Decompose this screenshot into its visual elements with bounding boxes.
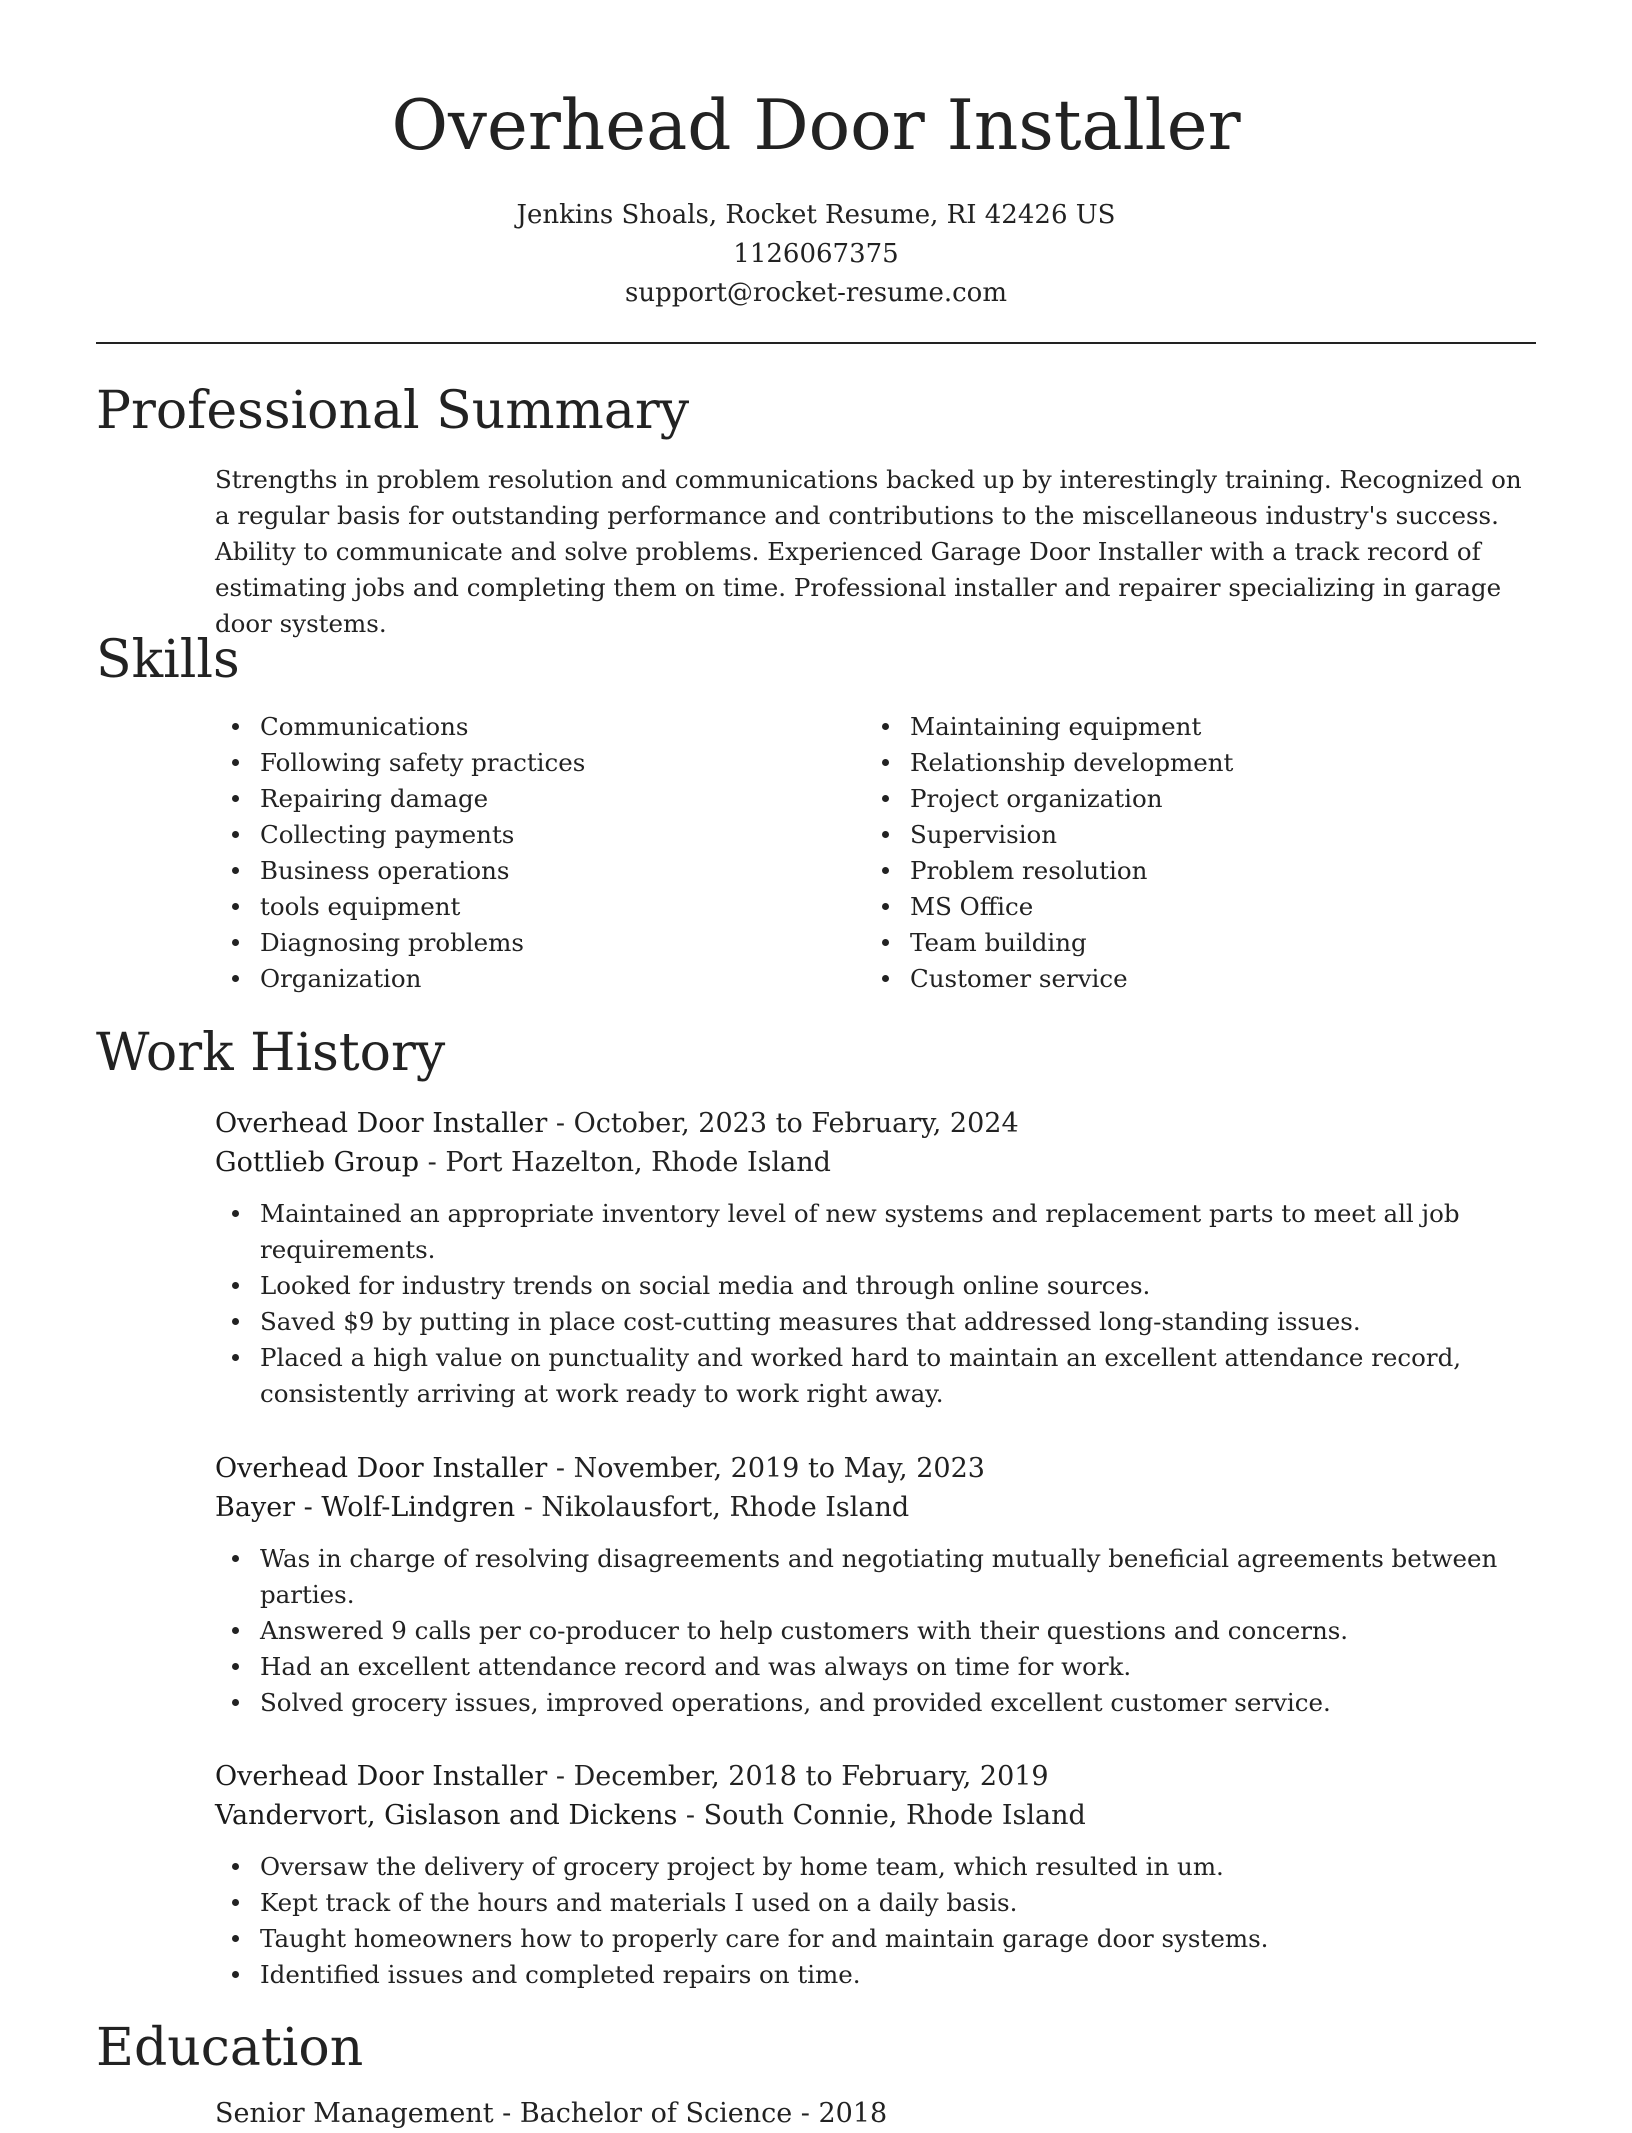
address: Jenkins Shoals, Rocket Resume, RI 42426 US: [516, 200, 1116, 230]
job-bullet: Taught homeowners how to properly care for and maintain garage door systems.: [215, 1921, 1525, 1957]
job-bullet: Was in charge of resolving disagreements and negotiating mutually beneficial agreements between parties.: [215, 1541, 1525, 1613]
skill-item: Supervision: [865, 817, 1515, 853]
job-bullets: [215, 1196, 1525, 1412]
job-bullet: Solved grocery issues, improved operations, and provided excellent customer service.: [215, 1685, 1525, 1721]
skill-item: Business operations: [215, 853, 865, 889]
job-company-line: [215, 1488, 1525, 1527]
contact-block: [96, 196, 1536, 313]
skills-column-left: [215, 709, 865, 997]
job-entry: [215, 1449, 1525, 1721]
job-bullet: Oversaw the delivery of grocery project by home team, which resulted in um.: [215, 1849, 1525, 1885]
job-bullets: [215, 1849, 1525, 1993]
skill-item: MS Office: [865, 889, 1515, 925]
skill-item: Team building: [865, 925, 1515, 961]
job-dates: - November, 2019 to May, 2023: [547, 1453, 985, 1484]
skill-item: Project organization: [865, 781, 1515, 817]
summary-text: Strengths in problem resolution and communications backed up by interestingly training. Recognized on a regular basis for outstanding performance and contributions to the miscellaneous industry's success. Ability to communicate and solve problems. Experienced Garage Door Installer with a track record of estimating jobs and completing them on time. Professional installer and repairer specializing in garage door systems.: [215, 465, 1522, 638]
job-bullet: Maintained an appropriate inventory level of new systems and replacement parts to meet all job requirements.: [215, 1196, 1525, 1268]
job-company: Bayer - Wolf-Lindgren: [215, 1492, 516, 1523]
job-bullet: Answered 9 calls per co-producer to help customers with their questions and concerns.: [215, 1613, 1525, 1649]
job-location: - Port Hazelton, Rhode Island: [419, 1147, 831, 1178]
skill-item: Maintaining equipment: [865, 709, 1515, 745]
job-title-line: [215, 1757, 1525, 1796]
skill-item: Diagnosing problems: [215, 925, 865, 961]
skill-item: Collecting payments: [215, 817, 865, 853]
job-bullet: Saved $9 by putting in place cost-cutting measures that addressed long-standing issues.: [215, 1304, 1525, 1340]
job-entry: [215, 1104, 1525, 1412]
job-bullet: Identified issues and completed repairs on time.: [215, 1957, 1525, 1993]
job-company-line: [215, 1143, 1525, 1182]
education-entry: Senior Management - Bachelor of Science - 2018: [215, 2098, 888, 2129]
job-bullet: Had an excellent attendance record and was always on time for work.: [215, 1649, 1525, 1685]
job-bullet: Kept track of the hours and materials I used on a daily basis.: [215, 1885, 1525, 1921]
job-title: Overhead Door Installer: [215, 1761, 548, 1792]
job-company: Gottlieb Group: [215, 1147, 420, 1178]
candidate-name: Overhead Door Installer: [391, 86, 1241, 166]
email: support@rocket-resume.com: [624, 278, 1007, 308]
education-heading: Education: [96, 2018, 364, 2078]
job-bullets: [215, 1541, 1525, 1721]
skill-item: Following safety practices: [215, 745, 865, 781]
job-dates: - October, 2023 to February, 2024: [547, 1108, 1019, 1139]
job-entry: [215, 1757, 1525, 1993]
skill-item: Customer service: [865, 961, 1515, 997]
job-title-line: [215, 1104, 1525, 1143]
job-dates: - December, 2018 to February, 2019: [547, 1761, 1049, 1792]
job-bullet: Placed a high value on punctuality and worked hard to maintain an excellent attendance record, consistently arriving at work ready to work right away.: [215, 1340, 1525, 1412]
job-company: Vandervort, Gislason and Dickens: [215, 1800, 678, 1831]
job-title: Overhead Door Installer: [215, 1453, 548, 1484]
job-company-line: [215, 1796, 1525, 1835]
skill-item: tools equipment: [215, 889, 865, 925]
job-title-line: [215, 1449, 1525, 1488]
resume-header: [96, 84, 1536, 313]
skill-item: Problem resolution: [865, 853, 1515, 889]
phone: 1126067375: [733, 239, 899, 269]
skills-list: [215, 709, 1525, 997]
skill-item: Organization: [215, 961, 865, 997]
work-history-heading: Work History: [96, 1023, 446, 1083]
skill-item: Relationship development: [865, 745, 1515, 781]
skill-item: Communications: [215, 709, 865, 745]
skills-heading: Skills: [96, 630, 240, 690]
job-location: - South Connie, Rhode Island: [677, 1800, 1086, 1831]
job-location: - Nikolausfort, Rhode Island: [515, 1492, 910, 1523]
summary-heading: Professional Summary: [96, 381, 690, 441]
job-bullet: Looked for industry trends on social media and through online sources.: [215, 1268, 1525, 1304]
header-divider: [96, 342, 1536, 344]
skills-column-right: [865, 709, 1515, 997]
job-title: Overhead Door Installer: [215, 1108, 548, 1139]
skill-item: Repairing damage: [215, 781, 865, 817]
